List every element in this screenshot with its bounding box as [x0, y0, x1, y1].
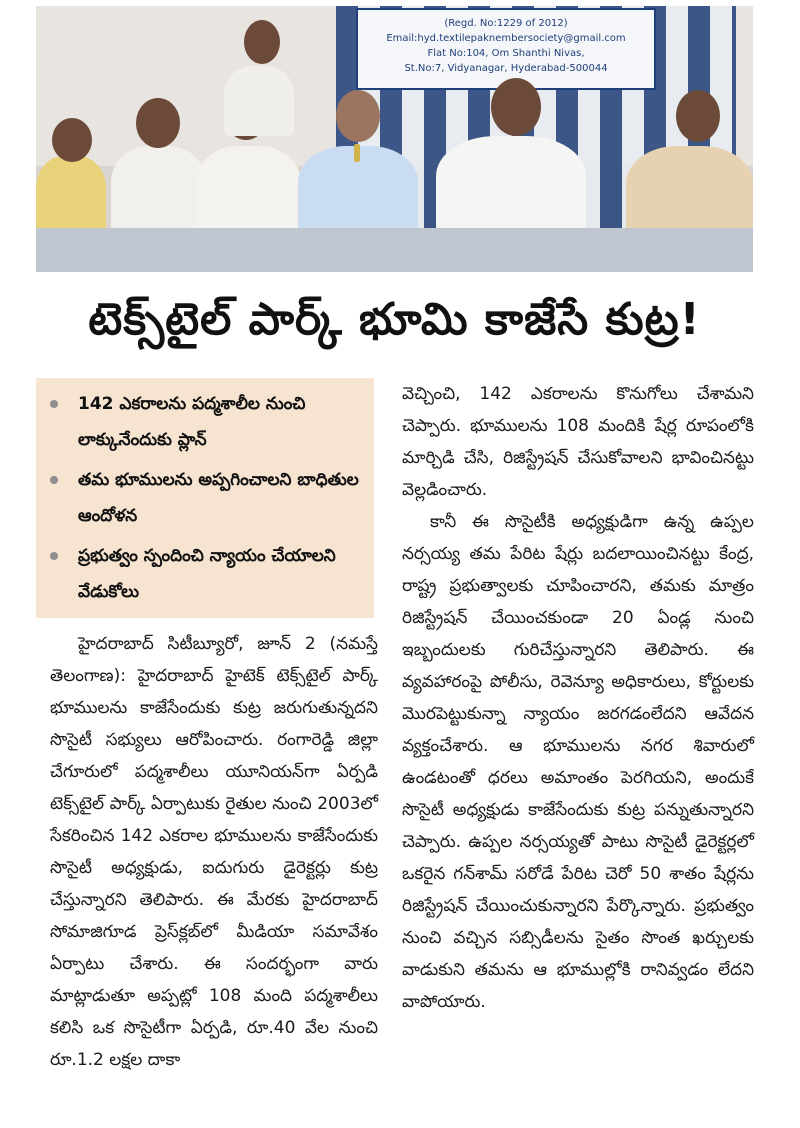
- person-head: [491, 78, 541, 136]
- bullet-icon: [50, 400, 58, 408]
- article-paragraph: హైదరాబాద్ సిటీబ్యూరో, జూన్ 2 (నమస్తే తెలంగాణ): హైదరాబాద్ హైటెక్ టెక్స్‌టైల్ పార్క్ భూములను కాజేసేందుకు కుట్ర జరుగుతున్నదని సొసైటీ సభ్యులు ఆరోపించారు. రంగారెడ్డి జిల్లా చేగూరులో పద్మశాలీలు యూనియన్‌గా ఏర్పడి టెక్స్‌టైల్ పార్క్ ఏర్పాటుకు రైతుల నుంచి 2003లో సేకరించిన 142 ఎకరాల భూములను కాజేసేందుకు సొసైటీ అధ్యక్షుడు, ఐదుగురు డైరెక్టర్లు కుట్ర చేస్తున్నారని తెలిపారు. ఈ మేరకు హైదరాబాద్ సోమాజిగూడ ప్రెస్‌క్లబ్‌లో మీడియా సమావేశం ఏర్పాటు చేశారు. ఈ సందర్భంగా వారు మాట్లాడుతూ అప్పట్లో 108 మంది పద్మశాలీలు కలిసి ఒక సొసైటీగా ఏర్పడి, రూ.40 వేల నుంచి రూ.1.2 లక్షల దాకా: [50, 634, 378, 1070]
- highlight-text: 142 ఎకరాలను పద్మశాలీల నుంచి లాక్కునేందుకు ప్లాన్: [78, 394, 306, 450]
- person-head: [244, 20, 280, 64]
- highlight-item: [36, 386, 374, 458]
- bullet-icon: [50, 552, 58, 560]
- person-head: [52, 118, 92, 162]
- person-figure: [196, 146, 301, 236]
- highlights-box: [36, 378, 374, 618]
- press-table: [36, 228, 753, 272]
- person-head: [136, 98, 180, 148]
- banner-line: Flat No:104, Om Shanthi Nivas,: [427, 48, 585, 59]
- microphone-icon: [354, 144, 360, 162]
- person-head: [676, 90, 720, 142]
- society-banner: [356, 8, 656, 90]
- article-column-left: [50, 628, 378, 1076]
- highlight-item: [36, 462, 374, 534]
- person-head: [336, 90, 380, 142]
- person-figure: [224, 66, 294, 136]
- person-figure: [436, 136, 586, 236]
- highlight-text: తమ భూములను అప్పగించాలని బాధితుల ఆందోళన: [78, 470, 359, 526]
- bullet-icon: [50, 476, 58, 484]
- article-column-right: [402, 378, 754, 1018]
- person-figure: [626, 146, 753, 241]
- press-meet-photo: [36, 6, 753, 272]
- highlight-text: ప్రభుత్వం స్పందించి న్యాయం చేయాలని వేడుకోలు: [78, 546, 336, 602]
- banner-line: (Regd. No:1229 of 2012): [444, 18, 568, 29]
- banner-line: St.No:7, Vidyanagar, Hyderabad-500044: [404, 63, 608, 74]
- banner-line: Email:hyd.textilepaknembersociety@gmail.com: [386, 33, 626, 44]
- article-paragraph: కానీ ఈ సొసైటీకి అధ్యక్షుడిగా ఉన్న ఉప్పల నర్సయ్య తమ పేరిట షేర్లు బదలాయించినట్టు కేంద్ర, రాష్ట్ర ప్రభుత్వాలకు చూపించారని, తమకు మాత్రం రిజిస్ట్రేషన్ చేయించకుండా 20 ఏండ్ల నుంచి ఇబ్బందులకు గురిచేస్తున్నారని తెలిపారు. ఈ వ్యవహారంపై పోలీసు, రెవెన్యూ అధికారులు, కోర్టులకు మొరపెట్టుకున్నా న్యాయం జరగడంలేదని ఆవేదన వ్యక్తంచేశారు. ఆ భూములను నగర శివారులో ఉండటంతో ధరలు అమాంతం పెరగియని, అందుకే సొసైటీ అధ్యక్షుడు కాజేసేందుకు కుట్ర పన్నుతున్నారని చెప్పారు. ఉప్పల నర్సయ్యతో పాటు సొసైటీ డైరెక్టర్లలో ఒకరైన గన్‌శామ్ సరోడే పేరిట చెరో 50 శాతం షేర్లను రిజిస్ట్రేషన్ చేయించుకున్నారని పేర్కొన్నారు. ప్రభుత్వం నుంచి వచ్చిన సబ్సిడీలను సైతం సొంత ఖర్చులకు వాడుకుని తమను ఆ భూముల్లోకి రానివ్వడం లేదని వాపోయారు.: [402, 512, 754, 1012]
- article-paragraph: వెచ్చించి, 142 ఎకరాలను కొనుగోలు చేశామని చెప్పారు. భూములను 108 మందికి షేర్ల రూపంలోకి మార్చిడి చేసి, రిజిస్ట్రేషన్ చేసుకోవాలని భావించినట్టు వెల్లడించారు.: [402, 384, 754, 500]
- highlight-item: [36, 538, 374, 610]
- person-figure: [111, 146, 206, 236]
- person-figure: [36, 156, 106, 236]
- page-title: టెక్స్‌టైల్ పార్క్ భూమి కాజేసే కుట్ర!: [88, 294, 701, 345]
